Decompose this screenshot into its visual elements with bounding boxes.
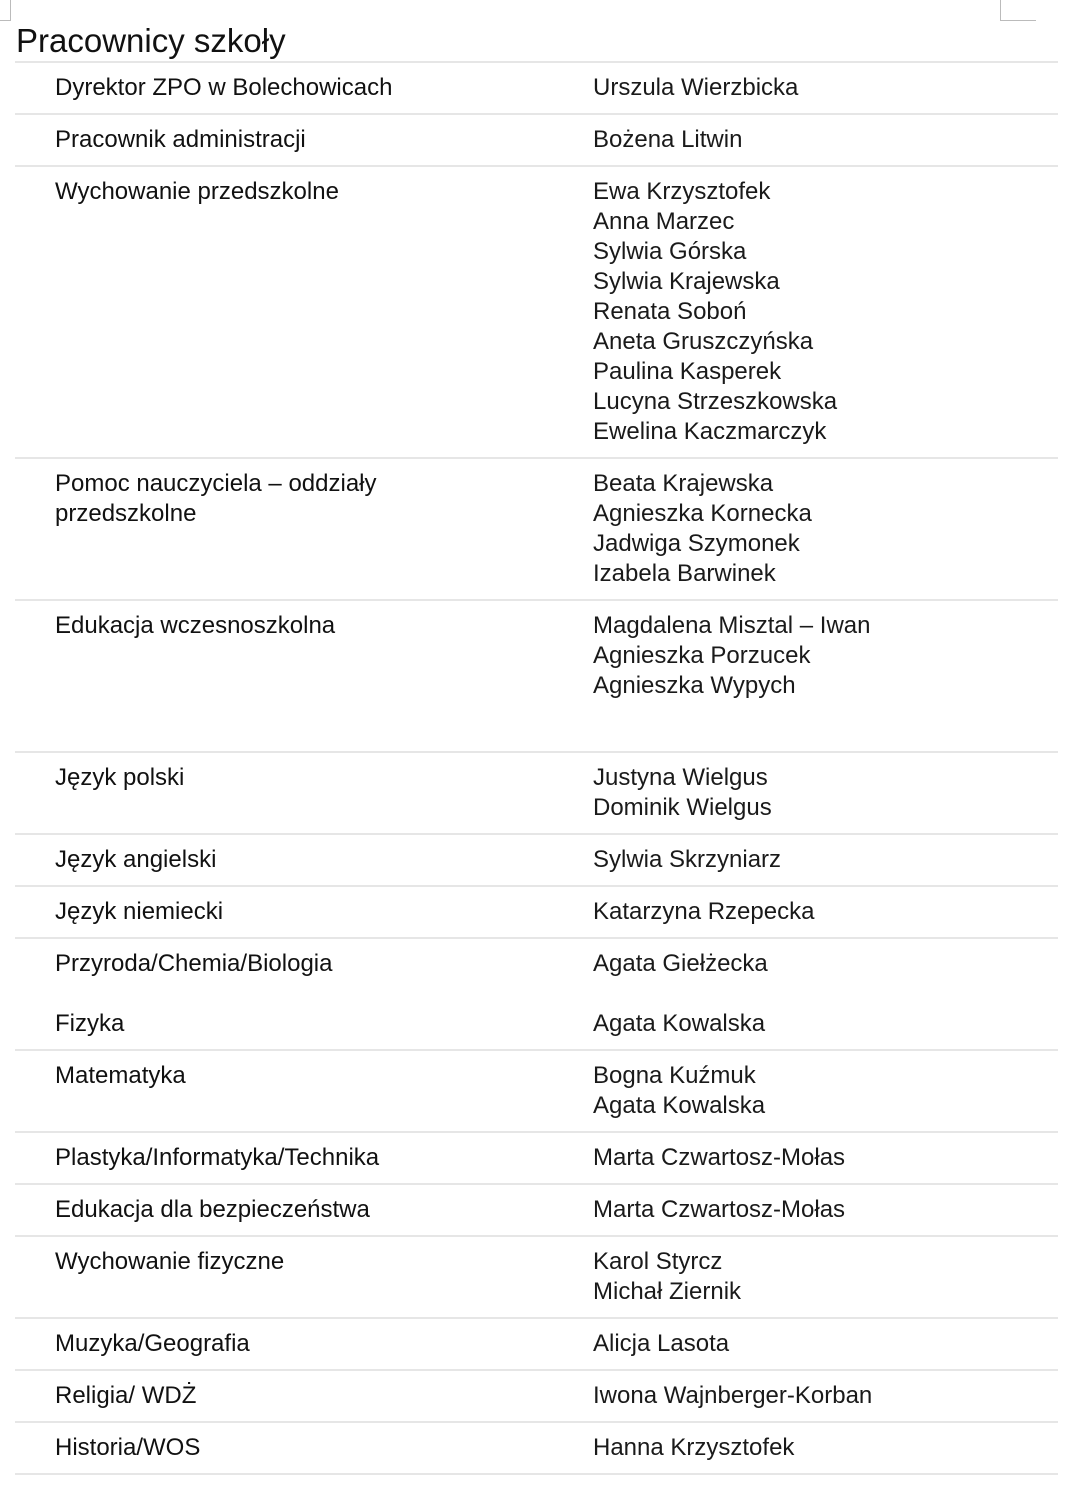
staff-names: [593, 1061, 765, 1121]
staff-name: Alicja Lasota: [593, 1330, 730, 1357]
staff-names: [593, 1381, 872, 1411]
staff-name: Aneta Gruszczyńska: [593, 328, 814, 355]
role-label: Historia/WOS: [55, 1434, 201, 1461]
table-row: [15, 999, 1058, 1051]
table-row: [15, 1237, 1058, 1319]
staff-name: Sylwia Krajewska: [593, 268, 780, 295]
staff-table: [15, 61, 1058, 1475]
staff-name: Sylwia Skrzyniarz: [593, 846, 782, 873]
staff-name: Ewelina Kaczmarczyk: [593, 418, 827, 445]
staff-names: [593, 611, 870, 701]
staff-name: Karol Styrcz: [593, 1248, 723, 1275]
table-row: [15, 115, 1058, 167]
staff-name: Katarzyna Rzepecka: [593, 898, 815, 925]
table-row: [15, 1371, 1058, 1423]
staff-name: Ewa Krzysztofek: [593, 178, 771, 205]
table-row: [15, 167, 1058, 459]
staff-name: Urszula Wierzbicka: [593, 74, 799, 101]
table-row: [15, 887, 1058, 939]
role-label: Przyroda/Chemia/Biologia: [55, 950, 333, 977]
table-row: [15, 1133, 1058, 1185]
staff-names: [593, 845, 781, 875]
staff-name: Dominik Wielgus: [593, 794, 772, 821]
page-corner-mark-right: [1000, 0, 1036, 21]
staff-name: Renata Soboń: [593, 298, 747, 325]
staff-name: Paulina Kasperek: [593, 358, 782, 385]
role-label: Język polski: [55, 764, 185, 791]
staff-names: [593, 897, 814, 927]
staff-name: Anna Marzec: [593, 208, 735, 235]
staff-name: Bożena Litwin: [593, 126, 743, 153]
staff-name: Agnieszka Porzucek: [593, 642, 811, 669]
staff-name: Magdalena Misztal – Iwan: [593, 612, 871, 639]
staff-name: Sylwia Górska: [593, 238, 747, 265]
staff-name: Justyna Wielgus: [593, 764, 768, 791]
table-row: [15, 1185, 1058, 1237]
staff-names: [593, 469, 812, 589]
role-label: Edukacja dla bezpieczeństwa: [55, 1196, 370, 1223]
table-row: [15, 1319, 1058, 1371]
staff-name: Izabela Barwinek: [593, 560, 776, 587]
table-row: [15, 1051, 1058, 1133]
role-label: Pomoc nauczyciela – oddziały przedszkolne: [55, 470, 377, 527]
staff-names: [593, 1433, 794, 1463]
staff-name: Iwona Wajnberger-Korban: [593, 1382, 873, 1409]
staff-name: Jadwiga Szymonek: [593, 530, 800, 557]
staff-name: Marta Czwartosz-Mołas: [593, 1196, 846, 1223]
role-label: Pracownik administracji: [55, 126, 306, 153]
table-row: [15, 601, 1058, 753]
table-row: [15, 1423, 1058, 1475]
staff-names: [593, 1009, 765, 1039]
table-row: [15, 835, 1058, 887]
staff-names: [593, 763, 772, 823]
staff-name: Beata Krajewska: [593, 470, 774, 497]
table-row: [15, 753, 1058, 835]
page-corner-mark-left: [0, 0, 11, 21]
staff-names: [593, 1329, 729, 1359]
staff-names: [593, 1247, 741, 1307]
table-row: [15, 939, 1058, 999]
role-label: Fizyka: [55, 1010, 125, 1037]
staff-name: Michał Ziernik: [593, 1278, 742, 1305]
role-label: Plastyka/Informatyka/Technika: [55, 1144, 380, 1171]
role-label: Język niemiecki: [55, 898, 224, 925]
role-label: Język angielski: [55, 846, 217, 873]
staff-name: Agata Kowalska: [593, 1010, 766, 1037]
staff-names: [593, 73, 798, 103]
role-label: Dyrektor ZPO w Bolechowicach: [55, 74, 393, 101]
staff-name: Agata Giełżecka: [593, 950, 768, 977]
staff-names: [593, 1195, 845, 1225]
staff-names: [593, 1143, 845, 1173]
role-label: Wychowanie fizyczne: [55, 1248, 285, 1275]
role-label: Matematyka: [55, 1062, 186, 1089]
page-title: Pracownicy szkoły: [16, 22, 286, 59]
role-label: Religia/ WDŻ: [55, 1382, 197, 1409]
role-label: Wychowanie przedszkolne: [55, 178, 339, 205]
staff-name: Lucyna Strzeszkowska: [593, 388, 838, 415]
staff-names: [593, 949, 768, 979]
role-label: Muzyka/Geografia: [55, 1330, 250, 1357]
role-label: Edukacja wczesnoszkolna: [55, 612, 336, 639]
staff-name: Marta Czwartosz-Mołas: [593, 1144, 846, 1171]
staff-name: Bogna Kuźmuk: [593, 1062, 756, 1089]
staff-name: Agata Kowalska: [593, 1092, 766, 1119]
table-row: [15, 459, 1058, 601]
staff-names: [593, 125, 742, 155]
staff-name: Agnieszka Kornecka: [593, 500, 812, 527]
staff-names: [593, 177, 837, 447]
staff-name: Agnieszka Wypych: [593, 672, 796, 699]
staff-name: Hanna Krzysztofek: [593, 1434, 795, 1461]
table-row: [15, 63, 1058, 115]
